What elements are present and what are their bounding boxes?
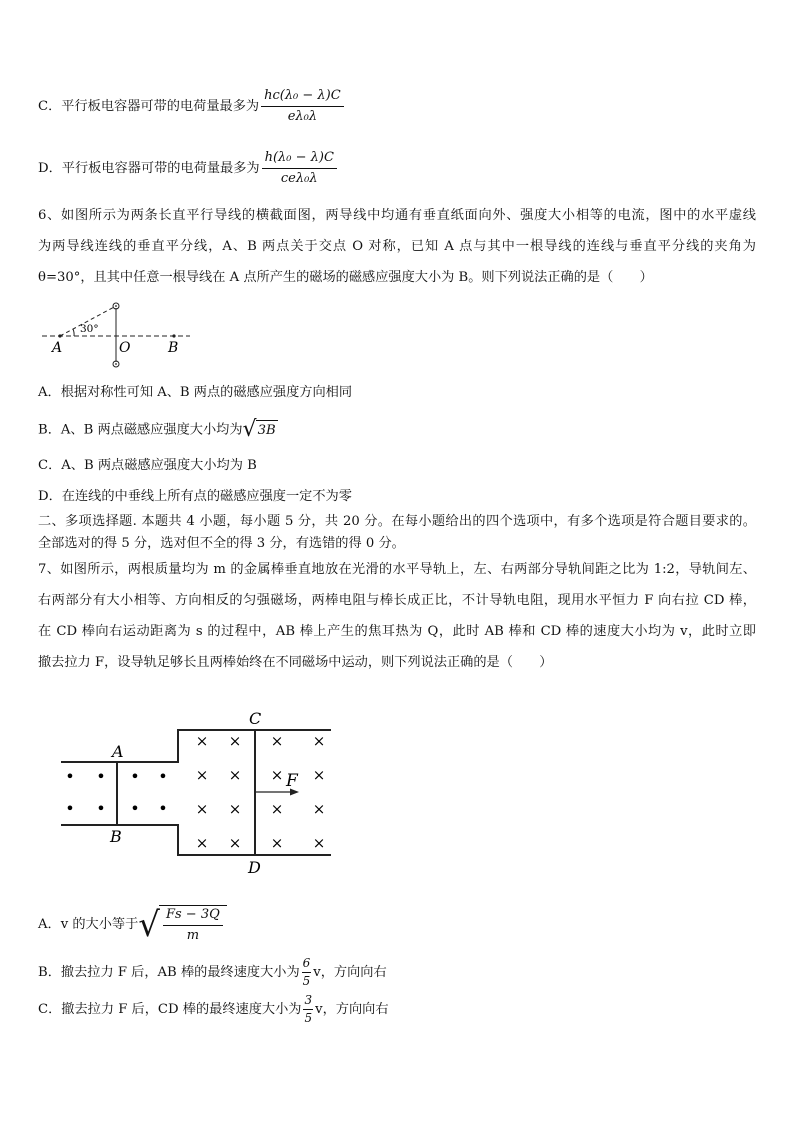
fraction-denominator: 5	[302, 974, 311, 988]
field-in-icon: ×	[312, 766, 326, 784]
field-in-icon: ×	[270, 732, 284, 750]
label-a: A	[112, 742, 124, 761]
q7-option-b-suffix: v，方向向右	[313, 965, 387, 980]
point-b	[172, 334, 175, 337]
label-d: D	[248, 858, 261, 877]
q7-option-c-text: C．撤去拉力 F 后，CD 棒的最终速度大小为	[38, 1002, 302, 1017]
fraction-denominator: ceλ₀λ	[280, 171, 318, 186]
field-in-icon: ×	[270, 800, 284, 818]
q7-option-a	[38, 905, 227, 944]
fraction-numerator: 3	[303, 994, 313, 1010]
field-in-icon: ×	[195, 834, 209, 852]
field-in-icon: ×	[195, 766, 209, 784]
q6-option-a: A．根据对称性可知 A、B 两点的磁感应强度方向相同	[38, 385, 353, 400]
field-out-icon: •	[65, 799, 75, 818]
sqrt-icon: √	[242, 417, 257, 442]
section-2-line-1: 二、多项选择题. 本题共 4 小题，每小题 5 分，共 20 分。在每小题给出的四个选项中，有多个选项是符合题目要求的。	[38, 514, 756, 529]
angle-arc	[73, 329, 74, 336]
q5-option-c	[38, 88, 346, 125]
field-in-icon: ×	[228, 800, 242, 818]
fraction-numerator: Fs − 3Q	[163, 907, 223, 926]
angle-label: 30°	[80, 323, 99, 335]
sqrt-body	[159, 905, 227, 944]
q7-option-c-fraction	[303, 994, 313, 1025]
q7-option-a-fraction	[163, 907, 223, 944]
field-in-icon: ×	[195, 800, 209, 818]
label-a: A	[52, 340, 63, 356]
field-in-icon: ×	[312, 800, 326, 818]
q7-option-b-fraction	[302, 957, 312, 988]
sqrt-expression	[243, 419, 278, 441]
field-out-icon: •	[130, 767, 140, 786]
field-in-icon: ×	[228, 834, 242, 852]
point-a	[58, 334, 61, 337]
q6-option-b	[38, 419, 278, 441]
fraction-denominator: m	[186, 928, 200, 943]
q7-figure	[55, 705, 345, 880]
section-2-line-2: 全部选对的得 5 分，选对但不全的得 3 分，有选错的得 0 分。	[38, 536, 405, 551]
label-b: B	[110, 827, 122, 846]
wire-bottom-dot	[115, 363, 117, 365]
field-in-icon: ×	[312, 834, 326, 852]
field-out-icon: •	[96, 767, 106, 786]
label-f: F	[286, 771, 298, 791]
field-out-icon: •	[65, 767, 75, 786]
sqrt-expression	[138, 905, 226, 944]
field-in-icon: ×	[270, 834, 284, 852]
label-o: O	[119, 340, 131, 356]
field-in-icon: ×	[228, 766, 242, 784]
fraction-denominator: eλ₀λ	[287, 109, 318, 124]
q7-stem-line-4: 撤去拉力 F，设导轨足够长且两棒始终在不同磁场中运动，则下列说法正确的是（ ）	[38, 655, 553, 670]
q7-stem-line-3: 在 CD 棒向右运动距离为 s 的过程中，AB 棒上产生的焦耳热为 Q，此时 AB 棒和 CD 棒的速度大小均为 v，此时立即	[38, 624, 756, 639]
q5-option-d-fraction	[262, 150, 337, 187]
fraction-numerator: h(λ₀ − λ)C	[262, 150, 337, 169]
q6-option-b-text: B．A、B 两点磁感应强度大小均为	[38, 422, 243, 438]
q5-option-c-fraction	[261, 88, 344, 125]
q5-option-d-text: D．平行板电容器可带的电荷量最多为	[38, 161, 260, 176]
field-out-icon: •	[130, 799, 140, 818]
q7-option-c	[38, 994, 389, 1025]
q7-option-a-text: A．v 的大小等于	[38, 917, 139, 932]
label-c: C	[249, 709, 262, 728]
q7-option-b-text: B．撤去拉力 F 后，AB 棒的最终速度大小为	[38, 965, 300, 980]
q6-figure	[40, 298, 200, 370]
q7-stem-line-1: 7、如图所示，两根质量均为 m 的金属棒垂直地放在光滑的水平导轨上，左、右两部分导轨间距之比为 1:2，导轨间左、	[38, 562, 756, 577]
field-in-icon: ×	[195, 732, 209, 750]
label-b: B	[168, 340, 179, 356]
q6-stem-line-3: θ=30°，且其中任意一根导线在 A 点所产生的磁场的磁感应强度大小为 B。则下列说法正确的是（ ）	[38, 270, 653, 285]
q7-option-b	[38, 957, 387, 988]
field-out-icon: •	[158, 767, 168, 786]
field-out-icon: •	[158, 799, 168, 818]
q7-option-c-suffix: v，方向向右	[315, 1002, 389, 1017]
q5-option-c-text: C．平行板电容器可带的电荷量最多为	[38, 99, 260, 114]
field-in-icon: ×	[312, 732, 326, 750]
fraction-numerator: hc(λ₀ − λ)C	[261, 88, 344, 107]
wire-top-dot	[115, 305, 117, 307]
q7-stem-line-2: 右两部分有大小相等、方向相反的匀强磁场，两棒电阻与棒长成正比，不计导轨电阻，现用水平恒力 F 向右拉 CD 棒，	[38, 593, 756, 608]
q6-option-c: C．A、B 两点磁感应强度大小均为 B	[38, 458, 257, 473]
q6-option-d: D．在连线的中垂线上所有点的磁感应强度一定不为零	[38, 489, 352, 504]
sqrt-body: 3B	[256, 420, 278, 440]
fraction-denominator: 5	[304, 1011, 313, 1025]
fraction-numerator: 6	[302, 957, 312, 973]
q5-option-d	[38, 150, 339, 187]
sqrt-icon: √	[138, 904, 160, 945]
q6-stem-line-1: 6、如图所示为两条长直平行导线的横截面图，两导线中均通有垂直纸面向外、强度大小相等的电流，图中的水平虚线	[38, 208, 756, 223]
field-in-icon: ×	[228, 732, 242, 750]
field-out-icon: •	[96, 799, 106, 818]
q6-stem-line-2: 为两导线连线的垂直平分线，A、B 两点关于交点 O 对称，已知 A 点与其中一根导线的连线与垂直平分线的夹角为	[38, 239, 756, 254]
field-in-icon: ×	[270, 766, 284, 784]
